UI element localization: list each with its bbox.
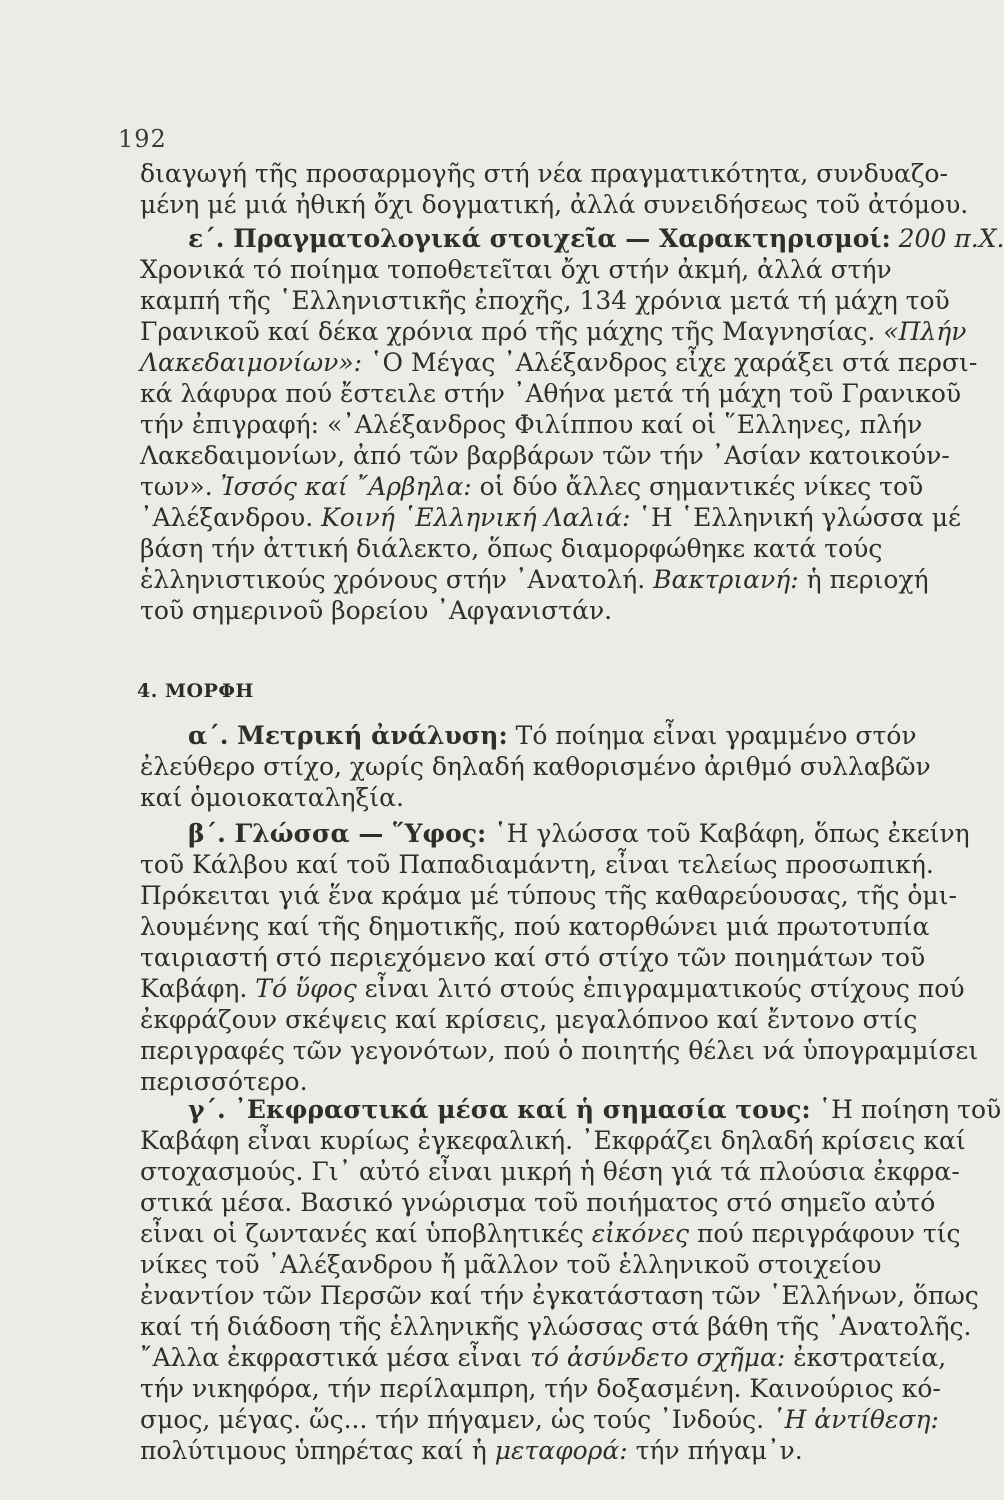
subsection-label: α΄. Μετρική ἀνάλυση: <box>188 721 508 750</box>
text-line: τοῦ Κάλβου καί τοῦ Παπαδιαμάντη, εἶναι τελείως προσωπική. <box>140 850 934 879</box>
italic-term: Λακεδαιμονίων»: <box>140 348 363 377</box>
text-line: ἐκφράζουν σκέψεις καί κρίσεις, μεγαλόπνοο καί ἔντονο στίς <box>140 1005 918 1034</box>
text-line: ἐναντίον τῶν Περσῶν καί τήν ἐγκατάσταση τῶν ῾Ελλήνων, ὅπως <box>140 1281 979 1310</box>
paragraph-intro-continuation <box>140 158 969 220</box>
text-line: Καβάφη εἶναι κυρίως ἐγκεφαλική. ᾿Εκφράζει δηλαδή κρίσεις καί <box>140 1126 966 1155</box>
text-line: καί τή διάδοση τῆς ἑλληνικῆς γλώσσας στά βάθη τῆς ᾿Ανατολῆς. <box>140 1312 972 1341</box>
text-span: ἡ περιοχή <box>806 565 929 594</box>
text-span: Τό ποίημα εἶναι γραμμένο στόν <box>515 721 917 750</box>
text-line: κά λάφυρα πού ἔστειλε στήν ᾿Αθήνα μετά τή μάχη τοῦ Γρανικοῦ <box>140 379 962 408</box>
italic-term: τό ἀσύνδετο σχῆμα: <box>530 1343 786 1372</box>
text-span: ᾿Αλέξανδρου. <box>140 503 314 532</box>
italic-term: ῾Η ἀντίθεση: <box>771 1405 939 1434</box>
text-span: ἑλληνιστικούς χρόνους στήν ᾿Ανατολή. <box>140 565 646 594</box>
italic-term: Ἰσσός καί ῎Αρβηλα: <box>220 472 472 501</box>
page-number: 192 <box>118 125 167 153</box>
text-line: λουμένης καί τῆς δημοτικῆς, πού κατορθώνει μιά πρωτοτυπία <box>140 912 930 941</box>
text-line: τήν νικηφόρα, τήν περίλαμπρη, τήν δοξασμένη. Καινούριος κό- <box>140 1374 941 1403</box>
date-text: 200 π.Χ. <box>898 224 1004 253</box>
text-line <box>140 1404 940 1435</box>
text-line: περιγραφές τῶν γεγονότων, πού ὁ ποιητής θέλει νά ὑπογραμμίσει <box>140 1036 979 1065</box>
text-line: διαγωγή τῆς προσαρμογῆς στή νέα πραγματικότητα, συνδυαζο- <box>140 159 948 188</box>
text-span: οἱ δύο ἄλλες σημαντικές νίκες τοῦ <box>479 472 924 501</box>
text-line <box>140 471 940 502</box>
text-span: Καβάφη. <box>140 974 248 1003</box>
text-line: τοῦ σημερινοῦ βορείου ᾿Αφγανιστάν. <box>140 596 613 625</box>
text-line: τήν ἐπιγραφή: «᾿Αλέξανδρος Φιλίππου καί οἱ ῞Ελληνες, πλήν <box>140 410 923 439</box>
text-line <box>140 502 961 533</box>
text-line <box>140 1218 961 1249</box>
paragraph-language-style <box>140 818 979 1097</box>
text-span: ῎Αλλα ἐκφραστικά μέσα εἶναι <box>140 1343 523 1372</box>
paragraph-historical-context <box>140 223 1004 626</box>
text-line: καμπή τῆς ῾Ελληνιστικῆς ἐποχῆς, 134 χρόνια μετά τή μάχη τοῦ <box>140 286 950 315</box>
text-span: Γρανικοῦ καί δέκα χρόνια πρό τῆς μάχης τῆς Μαγνησίας. <box>140 317 876 346</box>
subsection-label: γ΄. ᾿Εκφραστικά μέσα καί ἡ σημασία τους: <box>188 1095 811 1124</box>
text-line <box>140 1435 940 1466</box>
text-span: ῾Η ῾Ελληνική γλώσσα μέ <box>638 503 961 532</box>
text-span: πού περιγράφουν τίς <box>696 1219 961 1248</box>
text-line: περισσότερο. <box>140 1067 308 1096</box>
text-line: νίκες τοῦ ᾿Αλέξανδρου ἤ μᾶλλον τοῦ ἑλληνικοῦ στοιχείου <box>140 1250 882 1279</box>
text-span: των». <box>140 472 213 501</box>
text-line <box>140 1342 947 1373</box>
subsection-label: ε΄. Πραγματολογικά στοιχεῖα — Χαρακτηρισμοί: <box>188 224 891 253</box>
text-span: τήν πήγαμ᾿ν. <box>635 1436 803 1465</box>
text-line: ἐλεύθερο στίχο, χωρίς δηλαδή καθορισμένο ἀριθμό συλλαβῶν <box>140 752 931 781</box>
italic-term: Τό ὕφος <box>255 974 357 1003</box>
text-line: Λακεδαιμονίων, ἀπό τῶν βαρβάρων τῶν τήν ᾿Ασίαν κατοικούν- <box>140 441 950 470</box>
italic-term: «Πλήν <box>883 317 967 346</box>
text-line <box>140 223 1004 254</box>
italic-term: Βακτριανή: <box>653 565 799 594</box>
text-line <box>140 1094 1002 1125</box>
text-span: εἶναι λιτό στούς ἐπιγραμματικούς στίχους πού <box>364 974 965 1003</box>
text-line <box>140 818 970 849</box>
text-line: Χρονικά τό ποίημα τοποθετεῖται ὄχι στήν ἀκμή, ἀλλά στήν <box>140 255 892 284</box>
text-line: ταιριαστή στό περιεχόμενο καί στό στίχο τῶν ποιημάτων τοῦ <box>140 943 926 972</box>
text-line <box>140 347 978 378</box>
text-span: ῾Ο Μέγας ᾿Αλέξανδρος εἶχε χαράξει στά περσι- <box>370 348 978 377</box>
text-span: σμος, μέγας. ὥς... τήν πήγαμεν, ὡς τούς ᾿Ινδούς. <box>140 1405 765 1434</box>
text-span: ἐκστρατεία, <box>793 1343 947 1372</box>
text-span: ῾Η ποίηση τοῦ <box>818 1095 1002 1124</box>
text-line: στικά μέσα. Βασικό γνώρισμα τοῦ ποιήματος στό σημεῖο αὐτό <box>140 1188 936 1217</box>
text-line <box>140 720 940 751</box>
subsection-label: β΄. Γλώσσα — ῞Υφος: <box>188 819 487 848</box>
paragraph-expressive-means <box>140 1094 1002 1466</box>
text-line: Πρόκειται γιά ἕνα κράμα μέ τύπους τῆς καθαρεύουσας, τῆς ὁμι- <box>140 881 957 910</box>
text-span: πολύτιμους ὑπηρέτας καί ἡ <box>140 1436 487 1465</box>
italic-term: Κοινή ῾Ελληνική Λαλιά: <box>321 503 631 532</box>
text-line <box>140 564 940 595</box>
text-line: μένη μέ μιά ἠθική ὄχι δογματική, ἀλλά συνειδήσεως τοῦ ἀτόμου. <box>140 190 969 219</box>
text-line: βάση τήν ἀττική διάλεκτο, ὅπως διαμορφώθηκε κατά τούς <box>140 534 883 563</box>
text-line <box>140 973 965 1004</box>
paragraph-metrical-analysis <box>140 720 940 813</box>
italic-term: μεταφορά: <box>494 1436 628 1465</box>
italic-term: εἰκόνες <box>591 1219 689 1248</box>
text-line <box>140 316 967 347</box>
text-line: καί ὁμοιοκαταληξία. <box>140 783 404 812</box>
section-heading: 4. ΜΟΡΦΗ <box>137 680 254 702</box>
text-line: στοχασμούς. Γι᾿ αὐτό εἶναι μικρή ἡ θέση γιά τά πλούσια ἐκφρα- <box>140 1157 960 1186</box>
text-span: εἶναι οἱ ζωντανές καί ὑποβλητικές <box>140 1219 584 1248</box>
text-span: ῾Η γλώσσα τοῦ Καβάφη, ὅπως ἐκείνη <box>494 819 970 848</box>
